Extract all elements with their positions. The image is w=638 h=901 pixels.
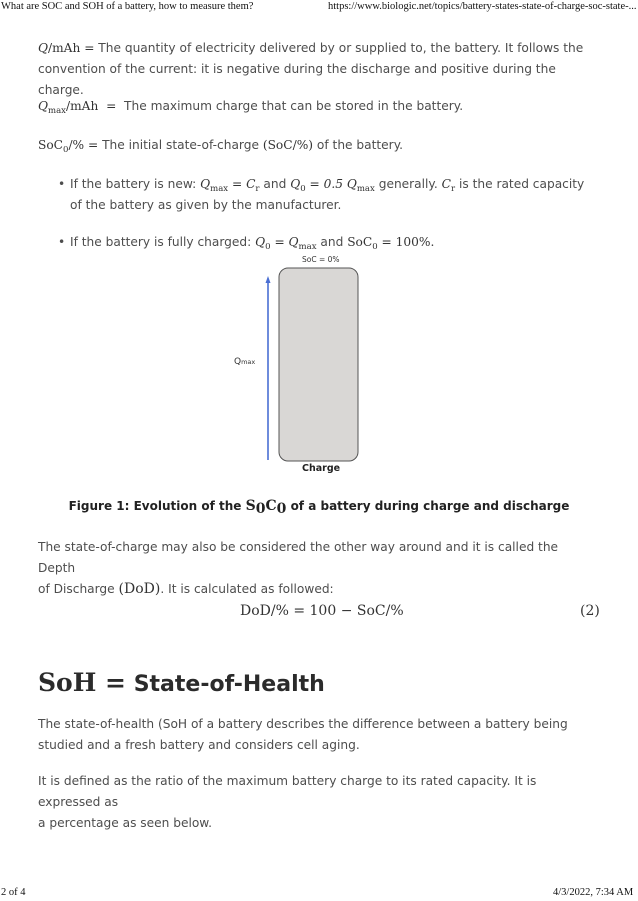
print-footer-page: 2 of 4 <box>1 887 26 898</box>
figure-soc-label: SoC = 0% <box>302 255 340 264</box>
figure-qmax-label: Qmax <box>234 357 256 367</box>
definition-q-text-2: convention of the current: it is negative during the discharge and positive during the charge. <box>38 62 556 97</box>
definition-q-text-1: The quantity of electricity delivered by or supplied to, the battery. It follows the <box>98 41 584 55</box>
dod-equation: DoD/% = 100 − SoC/% <box>240 603 404 619</box>
dod-paragraph: The state-of-charge may also be considered the other way around and it is called the Depth of Discharge (DoD). It is calculated as followed: <box>38 540 559 597</box>
battery-rect <box>279 268 358 461</box>
equation-number: (2) <box>580 603 600 619</box>
bullet-dot: • <box>58 177 66 191</box>
bullet-fully-charged: • If the battery is fully charged: $Q_0 = Q_{max}$ and SoC$_0$ = 100%. <box>58 232 606 253</box>
print-header-url: https://www.biologic.net/topics/battery-states-state-of-charge-soc-state-... <box>328 1 637 12</box>
definition-soc0: SoC$_0$/% = The initial state-of-charge (SoC/%) of the battery. <box>38 138 404 155</box>
charge-arrow-head <box>266 276 271 283</box>
bullet-new-battery: • If the battery is new: $Q_{max} = C_r$ and $Q_0 = 0.5$ $Q_{max}$ generally. $C_r$ is the rated capacity of the battery as given by the manufacturer. <box>58 174 606 216</box>
definition-q: Q/mAh = The quantity of electricity delivered by or supplied to, the battery. It follows the convention of the current: it is negative during the discharge and positive during the charge. <box>38 38 598 101</box>
print-footer-datetime: 4/3/2022, 7:34 AM <box>553 887 634 898</box>
figure-caption: Figure 1: Evolution of the $S_0C_0$ of a battery during charge and discharge <box>68 498 570 517</box>
soh-heading: SoH = State-of-Health <box>38 668 325 697</box>
figure-charge-label: Charge <box>302 463 341 474</box>
definition-qmax: $Q_{max}$/mAh = The maximum charge that can be stored in the battery. <box>38 99 464 116</box>
bullet-dot: • <box>58 235 66 249</box>
soh-paragraph-1: The state-of-health (SoH of a battery describes the difference between a battery being studied and a fresh battery and considers cell aging. <box>38 717 568 752</box>
print-header-title: What are SOC and SOH of a battery, how to measure them? <box>1 1 254 12</box>
soh-paragraph-2: It is defined as the ratio of the maximum battery charge to its rated capacity. It is expressed as a percentage as seen below. <box>38 774 537 830</box>
definition-qmax-text: The maximum charge that can be stored in the battery. <box>124 99 464 113</box>
